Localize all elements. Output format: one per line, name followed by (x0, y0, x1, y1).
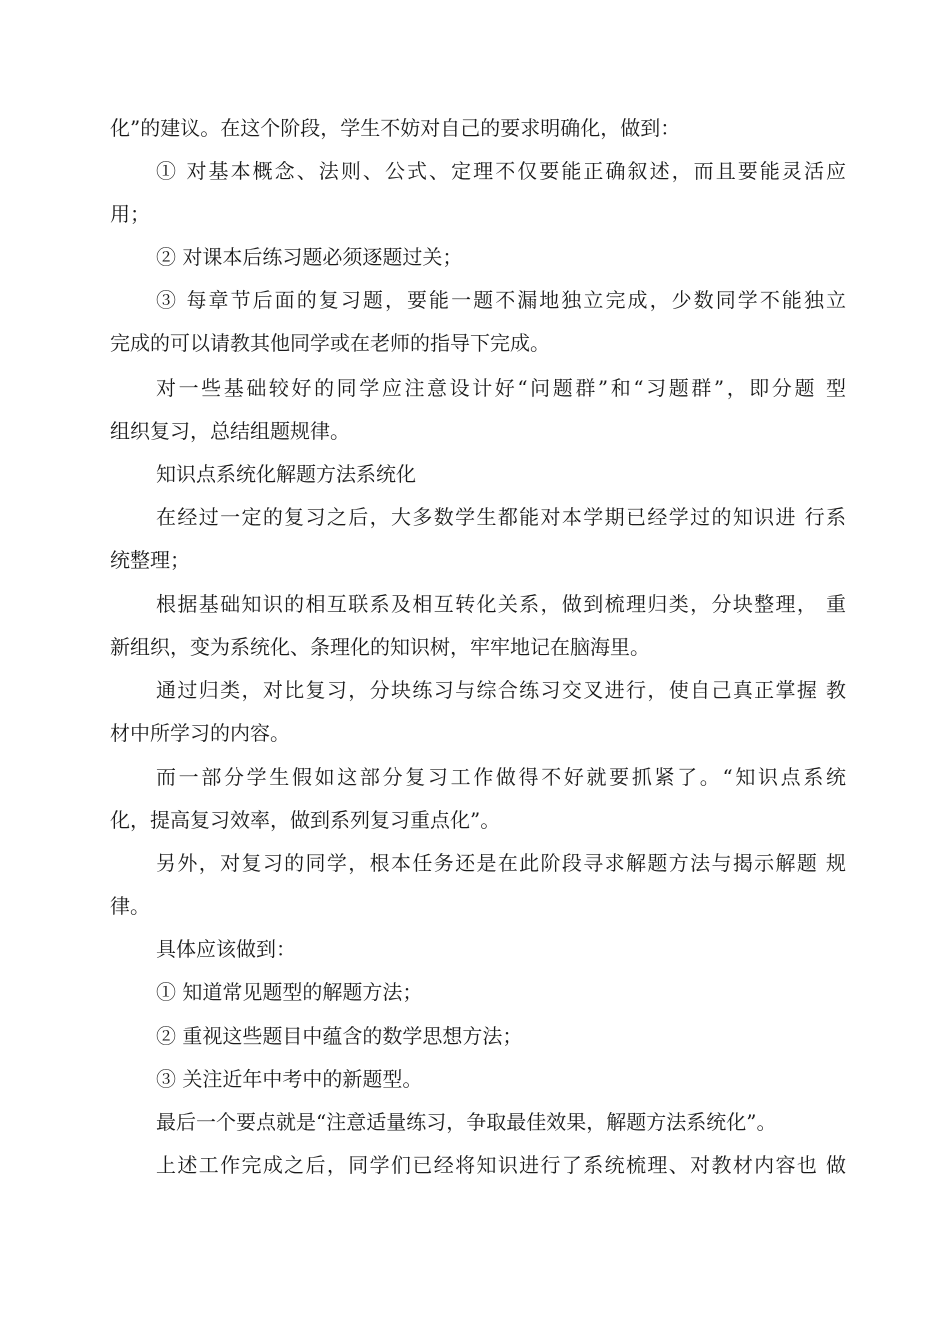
section-heading: 知识点系统化解题方法系统化 (156, 462, 416, 486)
text-line: 另外，对复习的同学，根本任务还是在此阶段寻求解题方法与揭示解题 规 (156, 851, 846, 875)
text-line: 新组织，变为系统化、条理化的知识树，牢牢地记在脑海里。 (110, 635, 650, 659)
text-line: 通过归类，对比复习，分块练习与综合练习交叉进行，使自己真正掌握 教 (156, 678, 846, 702)
text-line: 根据基础知识的相互联系及相互转化关系，做到梳理归类，分块整理， 重 (156, 592, 846, 616)
text-line: ② 对课本后练习题必须逐题过关； (156, 245, 463, 269)
text-line: 化”的建议。在这个阶段，学生不妨对自己的要求明确化，做到： (110, 116, 681, 140)
text-line: 组织复习，总结组题规律。 (110, 419, 350, 443)
text-line: 上述工作完成之后，同学们已经将知识进行了系统梳理、对教材内容也 做 (156, 1153, 846, 1177)
list-item: ③ 关注近年中考中的新题型。 (156, 1067, 423, 1091)
text-line: 用； (110, 202, 150, 226)
text-line: ① 对基本概念、法则、公式、定理不仅要能正确叙述，而且要能灵活应 (156, 159, 846, 183)
text-line: 在经过一定的复习之后，大多数学生都能对本学期已经学过的知识进 行系 (156, 505, 846, 529)
text-line: 具体应该做到： (156, 937, 296, 961)
text-line: 而一部分学生假如这部分复习工作做得不好就要抓紧了。“知识点系统 (156, 765, 846, 789)
list-item: ① 知道常见题型的解题方法； (156, 980, 423, 1004)
text-line: 统整理； (110, 548, 190, 572)
text-line: 材中所学习的内容。 (110, 721, 290, 745)
text-line: ③ 每章节后面的复习题，要能一题不漏地独立完成，少数同学不能独立 (156, 288, 846, 312)
list-item: ② 重视这些题目中蕴含的数学思想方法； (156, 1024, 523, 1048)
text-line: 对一些基础较好的同学应注意设计好“问题群”和“习题群”，即分题 型 (156, 376, 846, 400)
text-line: 完成的可以请教其他同学或在老师的指导下完成。 (110, 331, 550, 355)
text-line: 律。 (110, 894, 150, 918)
text-line: 最后一个要点就是“注意适量练习，争取最佳效果，解题方法系统化”。 (156, 1110, 777, 1134)
text-line: 化，提高复习效率，做到系列复习重点化”。 (110, 808, 501, 832)
